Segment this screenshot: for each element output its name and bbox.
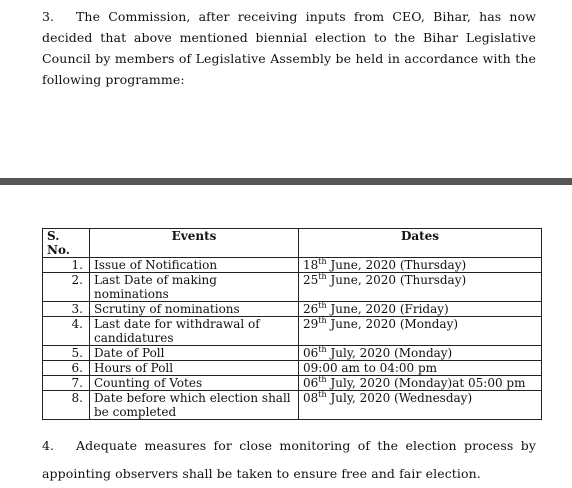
row-number: 8.	[43, 391, 90, 420]
row-number: 7.	[43, 376, 90, 391]
row-date: 29th June, 2020 (Monday)	[299, 317, 542, 346]
row-date: 26th June, 2020 (Friday)	[299, 302, 542, 317]
table-header-row	[43, 229, 542, 258]
row-number: 1.	[43, 258, 90, 273]
section-divider	[0, 178, 572, 185]
row-date: 06th July, 2020 (Monday)at 05:00 pm	[299, 376, 542, 391]
row-date: 09:00 am to 04:00 pm	[299, 361, 542, 376]
row-event: Last date for withdrawal of candidatures	[90, 317, 299, 346]
row-event: Last Date of making nominations	[90, 273, 299, 302]
row-number: 5.	[43, 346, 90, 361]
election-schedule-table	[42, 228, 542, 420]
row-event: Date before which election shall be completed	[90, 391, 299, 420]
row-event: Issue of Notification	[90, 258, 299, 273]
row-event: Date of Poll	[90, 346, 299, 361]
row-number: 4.	[43, 317, 90, 346]
table-row	[43, 376, 542, 391]
row-date: 06th July, 2020 (Monday)	[299, 346, 542, 361]
header-dates: Dates	[299, 229, 542, 258]
row-date: 18th June, 2020 (Thursday)	[299, 258, 542, 273]
paragraph-4	[42, 432, 536, 488]
row-event: Scrutiny of nominations	[90, 302, 299, 317]
paragraph-3	[42, 6, 536, 90]
row-event: Hours of Poll	[90, 361, 299, 376]
row-number: 3.	[43, 302, 90, 317]
row-event: Counting of Votes	[90, 376, 299, 391]
table-row	[43, 258, 542, 273]
paragraph-3-text: The Commission, after receiving inputs from CEO, Bihar, has now decided that above mentioned biennial election to the Bihar Legislative Council by members of Legislative Assembly be held in accordance with the following programme:	[42, 9, 536, 87]
table-row	[43, 346, 542, 361]
paragraph-4-text: Adequate measures for close monitoring of the election process by appointing observers shall be taken to ensure free and fair election.	[42, 438, 536, 481]
row-number: 2.	[43, 273, 90, 302]
table-row	[43, 317, 542, 346]
table-row	[43, 391, 542, 420]
header-events: Events	[90, 229, 299, 258]
table-row	[43, 361, 542, 376]
row-number: 6.	[43, 361, 90, 376]
paragraph-4-number: 4.	[42, 438, 55, 453]
paragraph-3-number: 3.	[42, 9, 55, 24]
table-row	[43, 302, 542, 317]
table-row	[43, 273, 542, 302]
header-sno: S. No.	[43, 229, 90, 258]
row-date: 25th June, 2020 (Thursday)	[299, 273, 542, 302]
row-date: 08th July, 2020 (Wednesday)	[299, 391, 542, 420]
